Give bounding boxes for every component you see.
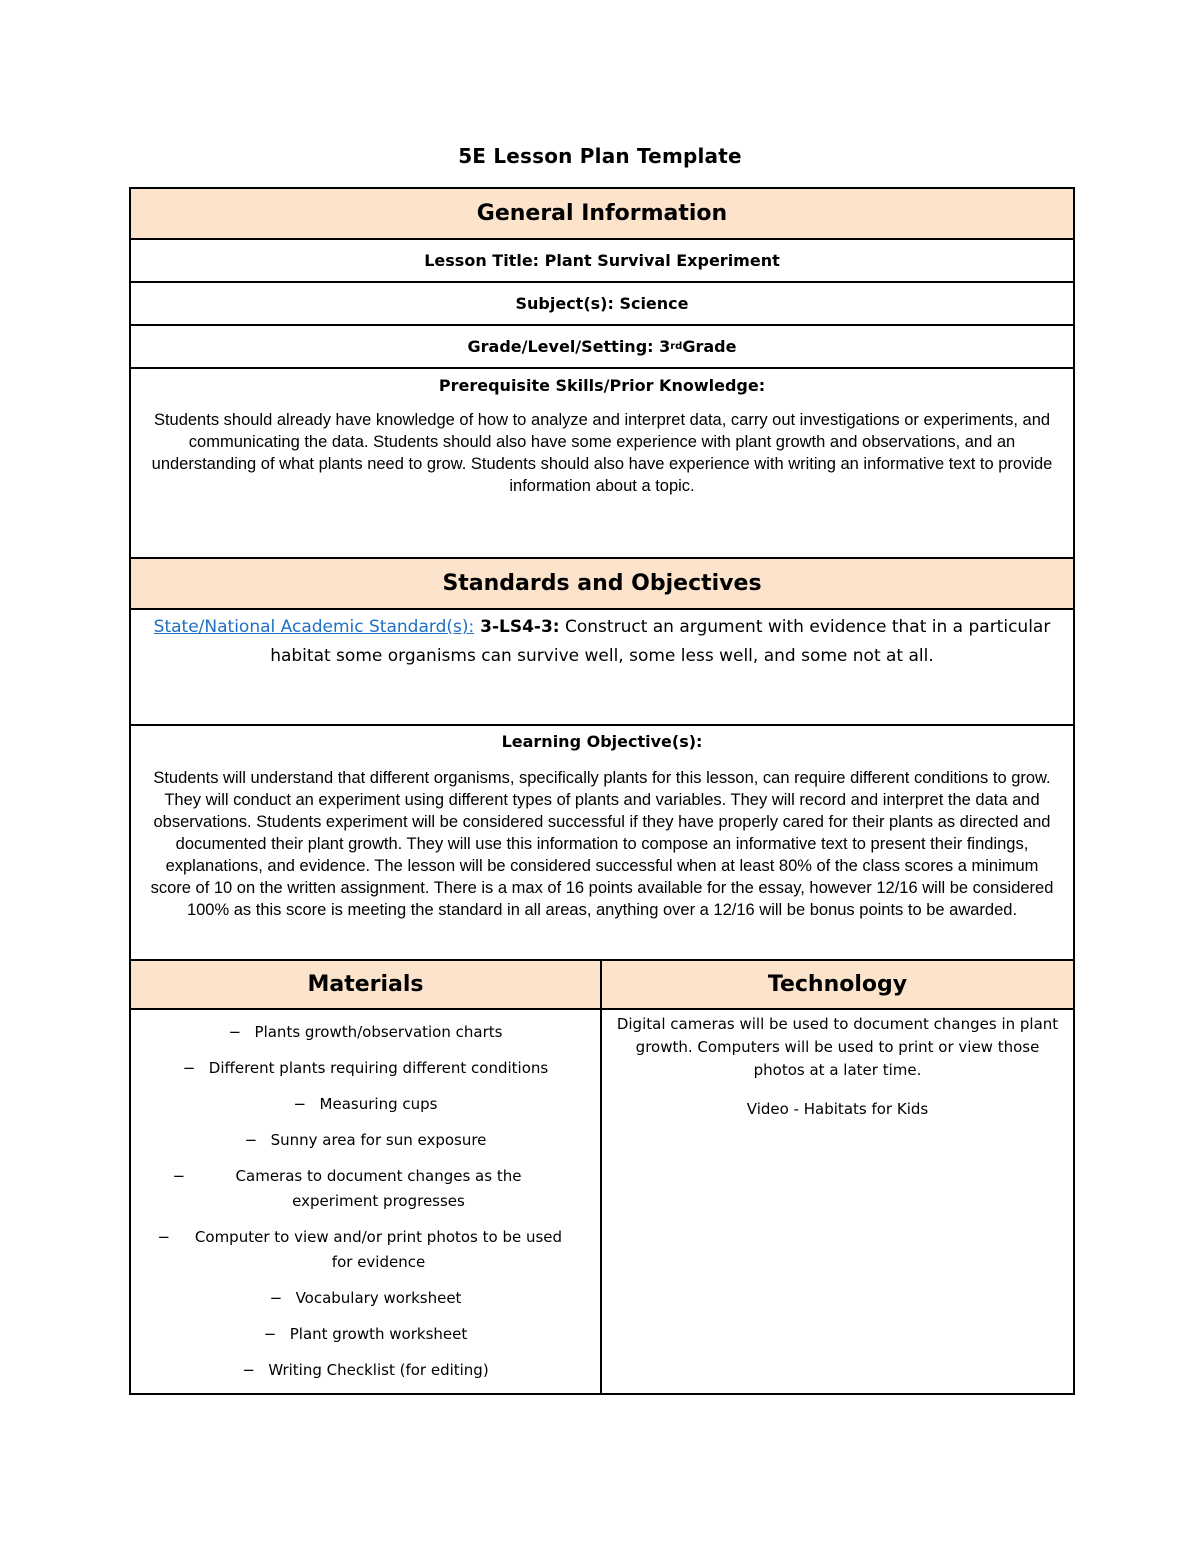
materials-technology-content-row [131, 1010, 1073, 1393]
lesson-plan-table [129, 187, 1075, 1395]
grade-prefix: Grade/Level/Setting: 3 [467, 337, 671, 356]
list-item: − Vocabulary worksheet [139, 1286, 592, 1311]
prerequisite-label: Prerequisite Skills/Prior Knowledge: [438, 376, 766, 395]
subjects: Subject(s): Science [131, 283, 1073, 326]
materials-cell [131, 1010, 602, 1393]
grade-level-setting: Grade/Level/Setting: 3 rd Grade [131, 326, 1073, 369]
academic-standard-link[interactable]: State/National Academic Standard(s): [153, 617, 475, 637]
list-item: − Plants growth/observation charts [139, 1020, 592, 1045]
prerequisite-text: Students should already have knowledge of how to analyze and interpret data, carry out investigations or experiments, and communicating the data. Students should also have some experience with plant growth and observations, and an understanding of what plants need to grow. Students should also have experience with writing an informative text to provide information about a topic. [151, 411, 1053, 495]
general-information-header: General Information [131, 189, 1073, 240]
technology-cell [602, 1010, 1073, 1393]
list-item: − Cameras to document changes as the experiment progresses [139, 1164, 592, 1214]
technology-paragraph: Digital cameras will be used to document changes in plant growth. Computers will be used to print or view those photos at a later time. [616, 1015, 1059, 1079]
dash-bullet: − [293, 1095, 307, 1113]
materials-list [131, 1010, 600, 1383]
grade-suffix: Grade [682, 337, 737, 356]
list-item: − Writing Checklist (for editing) [139, 1358, 592, 1383]
materials-technology-header-row [131, 961, 1073, 1010]
learning-objective-section [131, 726, 1073, 961]
dash-bullet: − [182, 1059, 196, 1077]
learning-objective-text: Students will understand that different organisms, specifically plants for this lesson, can require different conditions to grow. They will conduct an experiment using different types of plants and variables. They will record and interpret the data and observations. Students experiment will be considered successful if they have properly cared for their plants as directed and documented their plant growth. They will use this information to compose an informative text to present their findings, explanations, and evidence. The lesson will be considered successful when at least 80% of the class scores a minimum score of 10 on the written assignment. There is a max of 16 points available for the essay, however 12/16 will be considered 100% as this score is meeting the standard in all areas, anything over a 12/16 will be bonus points to be awarded. [150, 769, 1054, 919]
prerequisite-section [131, 369, 1073, 559]
technology-video: Video - Habitats for Kids [746, 1100, 929, 1118]
dash-bullet: − [263, 1325, 277, 1343]
academic-standard [131, 610, 1073, 726]
dash-bullet: − [172, 1167, 186, 1185]
dash-bullet: − [242, 1361, 255, 1379]
list-item: − Computer to view and/or print photos to be used for evidence [139, 1225, 592, 1275]
standards-objectives-header: Standards and Objectives [131, 559, 1073, 610]
standard-code: 3-LS4-3: [474, 617, 560, 637]
list-item: − Sunny area for sun exposure [139, 1128, 592, 1153]
dash-bullet: − [269, 1289, 283, 1307]
dash-bullet: − [244, 1131, 258, 1149]
technology-header: Technology [602, 961, 1073, 1008]
learning-objective-label: Learning Objective(s): [501, 732, 703, 751]
list-item: − Measuring cups [139, 1092, 592, 1117]
materials-header: Materials [131, 961, 602, 1008]
dash-bullet: − [228, 1023, 242, 1041]
list-item: − Plant growth worksheet [139, 1322, 592, 1347]
list-item: − Different plants requiring different conditions [139, 1056, 592, 1081]
lesson-title: Lesson Title: Plant Survival Experiment [131, 240, 1073, 283]
document-title: 5E Lesson Plan Template [458, 144, 742, 168]
dash-bullet: − [157, 1228, 171, 1246]
standard-text: Construct an argument with evidence that in a particular habitat some organisms can survive well, some less well, and some not at all. [270, 617, 1051, 666]
